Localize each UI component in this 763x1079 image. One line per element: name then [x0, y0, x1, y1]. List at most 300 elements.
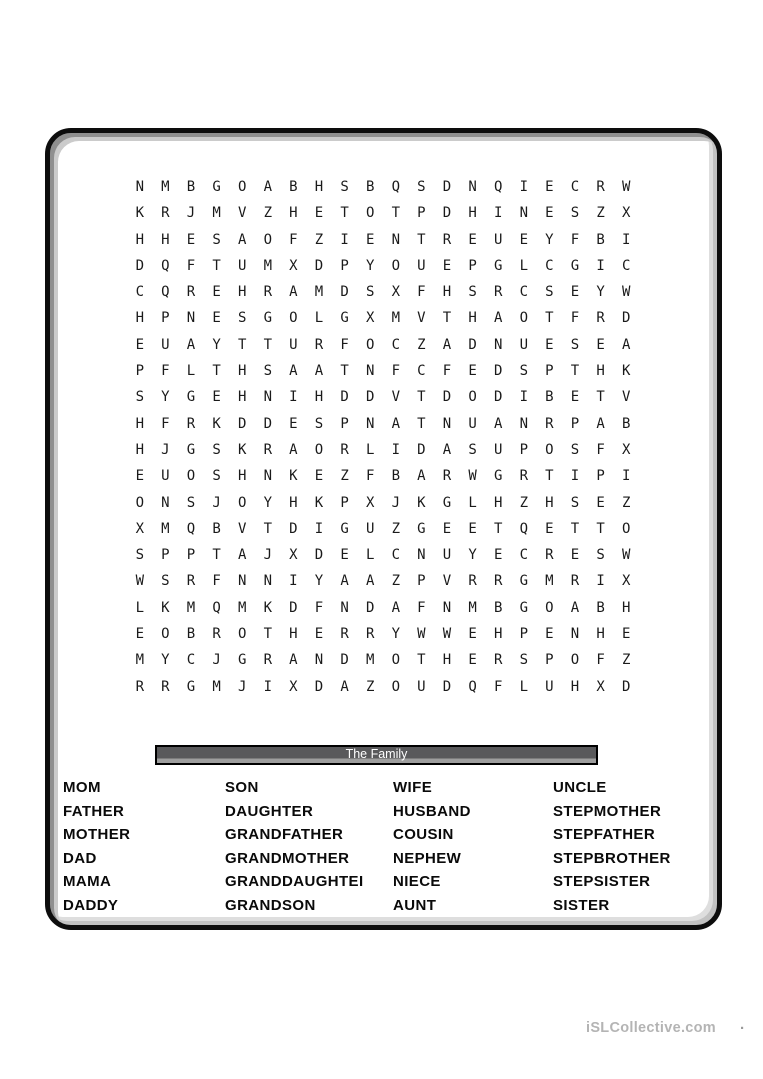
grid-letter: R: [468, 573, 477, 590]
grid-letter: O: [391, 257, 401, 274]
grid-letter: O: [365, 205, 375, 222]
grid-letter: D: [340, 389, 349, 406]
grid-letter: J: [161, 441, 170, 458]
grid-letter: A: [340, 573, 349, 590]
grid-letter: O: [237, 179, 247, 195]
grid-letter: I: [570, 468, 580, 485]
grid-letter: H: [596, 363, 605, 380]
grid-letter: M: [545, 573, 554, 590]
grid-letter: X: [289, 678, 298, 695]
grid-letter: X: [621, 573, 631, 590]
grid-letter: B: [493, 599, 503, 616]
grid-letter: K: [212, 415, 221, 432]
grid-letter: E: [314, 468, 324, 485]
grid-letter: R: [442, 231, 452, 248]
grid-letter: S: [468, 441, 477, 458]
grid-letter: L: [186, 363, 196, 380]
grid-letter: T: [263, 626, 273, 643]
grid-letter: L: [365, 547, 375, 564]
grid-letter: X: [391, 284, 401, 301]
grid-letter: H: [442, 284, 452, 301]
grid-letter: E: [545, 336, 554, 353]
grid-letter: S: [596, 547, 605, 564]
grid-letter: T: [212, 363, 221, 380]
grid-letter: G: [186, 441, 196, 458]
grid-letter: Q: [493, 179, 503, 195]
word-list-column-4: [553, 776, 718, 917]
grid-letter: T: [391, 205, 401, 222]
grid-letter: M: [391, 310, 401, 327]
grid-letter: D: [417, 441, 426, 458]
grid-letter: E: [212, 389, 221, 406]
grid-letter: T: [212, 257, 221, 274]
grid-letter: E: [468, 652, 477, 669]
grid-letter: Y: [263, 494, 273, 511]
grid-letter: L: [519, 678, 529, 695]
grid-letter: K: [621, 363, 631, 380]
grid-letter: F: [314, 599, 324, 616]
grid-letter: T: [545, 310, 554, 327]
grid-letter: E: [365, 231, 375, 248]
grid-letter: L: [135, 599, 145, 616]
grid-letter: O: [186, 468, 196, 485]
grid-letter: F: [365, 468, 375, 485]
grid-letter: Y: [212, 336, 221, 353]
grid-letter: H: [468, 310, 477, 327]
grid-letter: C: [135, 284, 145, 301]
word-item: AUNT: [393, 896, 437, 914]
grid-letter: G: [237, 652, 247, 669]
word-item: SISTER: [553, 896, 610, 914]
grid-letter: I: [596, 573, 605, 590]
grid-letter: F: [596, 652, 605, 669]
grid-letter: M: [212, 678, 221, 695]
grid-letter: Y: [161, 652, 170, 669]
grid-letter: D: [314, 678, 324, 695]
word-item: SON: [225, 779, 259, 796]
grid-letter: U: [545, 678, 554, 695]
grid-letter: E: [545, 205, 554, 222]
grid-letter: F: [570, 231, 580, 248]
grid-letter: B: [186, 626, 196, 643]
grid-letter: H: [237, 284, 247, 301]
grid-letter: O: [314, 441, 324, 458]
grid-letter: A: [570, 599, 580, 616]
grid-letter: X: [289, 257, 298, 274]
grid-letter: T: [417, 652, 426, 669]
grid-letter: F: [186, 257, 196, 274]
grid-letter: R: [161, 678, 170, 695]
grid-letter: X: [596, 678, 605, 695]
grid-letter: H: [596, 626, 605, 643]
grid-letter: N: [135, 179, 145, 195]
word-item: STEPSISTER: [553, 873, 651, 890]
grid-letter: L: [519, 257, 529, 274]
word-item: FATHER: [63, 802, 125, 820]
grid-letter: S: [161, 573, 170, 590]
grid-letter: G: [340, 520, 349, 537]
grid-letter: J: [212, 652, 221, 669]
grid-letter: G: [519, 573, 529, 590]
grid-letter: M: [161, 520, 170, 537]
grid-letter: U: [289, 336, 298, 353]
grid-letter: R: [493, 573, 503, 590]
grid-letter: X: [289, 547, 298, 564]
grid-letter: T: [340, 205, 349, 222]
grid-letter: Z: [365, 678, 375, 695]
grid-letter: K: [237, 441, 247, 458]
grid-letter: N: [161, 494, 170, 511]
grid-letter: W: [417, 626, 426, 643]
grid-letter: N: [263, 573, 273, 590]
word-item: STEPBROTHER: [553, 849, 671, 867]
grid-letter: H: [468, 205, 477, 222]
grid-letter: D: [314, 257, 324, 274]
grid-letter: M: [186, 599, 196, 616]
grid-letter: O: [570, 652, 580, 669]
word-item: UNCLE: [553, 779, 607, 796]
grid-letter: A: [493, 415, 503, 432]
grid-letter: O: [135, 494, 145, 511]
grid-letter: U: [417, 678, 426, 695]
grid-letter: P: [570, 415, 580, 432]
grid-letter: N: [570, 626, 580, 643]
grid-letter: Q: [186, 520, 196, 537]
grid-letter: A: [442, 441, 452, 458]
grid-letter: C: [545, 257, 554, 274]
grid-letter: K: [263, 599, 273, 616]
grid-letter: G: [417, 520, 426, 537]
grid-letter: N: [186, 310, 196, 327]
grid-letter: D: [289, 599, 298, 616]
grid-letter: U: [161, 336, 170, 353]
grid-letter: R: [186, 415, 196, 432]
grid-letter: U: [493, 231, 503, 248]
grid-letter: P: [417, 573, 426, 590]
grid-letter: E: [340, 547, 349, 564]
grid-letter: E: [289, 415, 298, 432]
grid-letter: A: [263, 179, 273, 195]
grid-letter: P: [340, 415, 349, 432]
grid-letter: F: [391, 363, 401, 380]
grid-letter: B: [545, 389, 554, 406]
grid-letter: A: [391, 599, 401, 616]
grid-letter: E: [596, 494, 605, 511]
grid-letter: O: [237, 494, 247, 511]
grid-letter: A: [186, 336, 196, 353]
grid-letter: Z: [391, 520, 401, 537]
grid-letter: O: [289, 310, 298, 327]
grid-letter: L: [365, 441, 375, 458]
grid-letter: L: [314, 310, 324, 327]
word-item: GRANDFATHER: [225, 826, 344, 843]
grid-letter: W: [621, 179, 631, 195]
grid-letter: D: [442, 205, 452, 222]
word-item: MAMA: [63, 873, 112, 890]
grid-letter: F: [493, 678, 503, 695]
grid-letter: N: [314, 652, 324, 669]
grid-letter: K: [417, 494, 426, 511]
grid-letter: M: [135, 652, 145, 669]
grid-letter: D: [621, 678, 631, 695]
grid-letter: A: [417, 468, 426, 485]
grid-letter: S: [186, 494, 196, 511]
grid-letter: Y: [365, 257, 375, 274]
grid-letter: G: [493, 468, 503, 485]
word-item: MOTHER: [63, 826, 131, 843]
grid-letter: N: [493, 336, 503, 353]
grid-letter: F: [596, 441, 605, 458]
grid-letter: R: [545, 415, 554, 432]
grid-letter: N: [365, 363, 375, 380]
grid-letter: R: [263, 284, 273, 301]
grid-letter: P: [340, 494, 349, 511]
grid-letter: F: [161, 415, 170, 432]
grid-letter: H: [621, 599, 631, 616]
grid-letter: Y: [391, 626, 401, 643]
grid-letter: J: [391, 494, 401, 511]
grid-letter: J: [237, 678, 247, 695]
grid-letter: B: [289, 179, 298, 195]
grid-letter: D: [237, 415, 247, 432]
word-item: NEPHEW: [393, 849, 462, 867]
grid-letter: G: [186, 678, 196, 695]
grid-letter: I: [289, 389, 298, 406]
grid-letter: U: [417, 257, 426, 274]
grid-letter: H: [135, 310, 145, 327]
grid-letter: D: [340, 284, 349, 301]
grid-letter: U: [519, 336, 529, 353]
grid-letter: R: [212, 626, 221, 643]
grid-letter: S: [314, 415, 324, 432]
grid-letter: I: [519, 389, 529, 406]
grid-letter: Z: [263, 205, 273, 222]
grid-letter: S: [570, 441, 580, 458]
grid-letter: R: [570, 573, 580, 590]
grid-letter: Z: [314, 231, 324, 248]
grid-letter: T: [263, 520, 273, 537]
word-list-column-3: [393, 776, 553, 917]
grid-letter: A: [493, 310, 503, 327]
grid-letter: O: [621, 520, 631, 537]
grid-letter: H: [442, 652, 452, 669]
grid-letter: I: [493, 205, 503, 222]
grid-letter: I: [621, 468, 631, 485]
grid-letter: S: [519, 652, 529, 669]
puzzle-title-bar: [155, 745, 598, 765]
grid-letter: C: [417, 363, 426, 380]
grid-letter: A: [391, 415, 401, 432]
grid-letter: F: [340, 336, 349, 353]
grid-letter: Q: [519, 520, 529, 537]
grid-letter: B: [621, 415, 631, 432]
grid-letter: Y: [468, 547, 477, 564]
grid-letter: E: [545, 179, 554, 195]
grid-letter: R: [340, 441, 349, 458]
grid-letter: E: [186, 231, 196, 248]
grid-letter: S: [545, 284, 554, 301]
grid-letter: A: [289, 441, 298, 458]
grid-letter: W: [621, 547, 631, 564]
grid-letter: N: [340, 599, 349, 616]
grid-letter: H: [135, 415, 145, 432]
grid-letter: M: [237, 599, 247, 616]
grid-letter: X: [135, 520, 145, 537]
grid-letter: C: [519, 547, 529, 564]
grid-letter: S: [365, 284, 375, 301]
grid-letter: N: [391, 231, 401, 248]
grid-letter: M: [365, 652, 375, 669]
grid-letter: U: [365, 520, 375, 537]
grid-letter: V: [237, 520, 247, 537]
grid-letter: T: [417, 231, 426, 248]
grid-letter: E: [314, 626, 324, 643]
grid-letter: H: [289, 205, 298, 222]
grid-letter: H: [237, 389, 247, 406]
grid-letter: R: [186, 573, 196, 590]
grid-letter: A: [365, 573, 375, 590]
grid-letter: U: [237, 257, 247, 274]
grid-letter: I: [289, 573, 298, 590]
grid-letter: N: [519, 415, 529, 432]
grid-letter: A: [289, 284, 298, 301]
grid-letter: S: [212, 468, 221, 485]
word-item: STEPMOTHER: [553, 802, 662, 820]
grid-letter: W: [135, 573, 145, 590]
word-item: GRANDSON: [225, 896, 316, 914]
grid-letter: O: [391, 652, 401, 669]
grid-letter: H: [135, 231, 145, 248]
grid-letter: D: [493, 363, 503, 380]
grid-letter: N: [237, 573, 247, 590]
grid-letter: E: [212, 310, 221, 327]
grid-letter: I: [519, 179, 529, 195]
grid-letter: U: [161, 468, 170, 485]
grid-letter: T: [545, 468, 554, 485]
grid-letter: S: [135, 389, 145, 406]
grid-letter: Q: [391, 179, 401, 195]
grid-letter: R: [314, 336, 324, 353]
grid-letter: Y: [161, 389, 170, 406]
grid-letter: K: [314, 494, 324, 511]
grid-letter: A: [596, 415, 605, 432]
grid-letter: E: [570, 284, 580, 301]
grid-letter: O: [468, 389, 477, 406]
grid-letter: S: [519, 363, 529, 380]
grid-letter: D: [493, 389, 503, 406]
grid-letter: S: [237, 310, 247, 327]
grid-letter: T: [237, 336, 247, 353]
grid-letter: W: [468, 468, 477, 485]
grid-letter: U: [442, 547, 452, 564]
grid-letter: H: [545, 494, 554, 511]
grid-letter: H: [237, 363, 247, 380]
grid-letter: B: [212, 520, 221, 537]
grid-letter: P: [545, 363, 554, 380]
grid-letter: F: [442, 363, 452, 380]
grid-letter: S: [570, 336, 580, 353]
grid-letter: E: [135, 336, 145, 353]
grid-letter: Z: [596, 205, 605, 222]
grid-letter: Q: [161, 257, 170, 274]
grid-letter: R: [493, 652, 503, 669]
grid-letter: T: [570, 520, 580, 537]
grid-letter: M: [212, 205, 221, 222]
grid-letter: O: [391, 678, 401, 695]
grid-letter: Y: [596, 284, 605, 301]
grid-letter: Z: [391, 573, 401, 590]
grid-letter: P: [545, 652, 554, 669]
grid-letter: S: [263, 363, 273, 380]
grid-letter: R: [161, 205, 170, 222]
grid-letter: M: [314, 284, 324, 301]
grid-letter: E: [468, 626, 477, 643]
grid-letter: H: [237, 468, 247, 485]
grid-letter: D: [135, 257, 145, 274]
grid-letter: G: [442, 494, 452, 511]
grid-letter: E: [621, 626, 631, 643]
letter-grid: [127, 174, 639, 700]
grid-letter: H: [135, 441, 145, 458]
grid-letter: R: [365, 626, 375, 643]
grid-letter: H: [570, 678, 580, 695]
grid-letter: K: [135, 205, 145, 222]
grid-letter: T: [340, 363, 349, 380]
grid-letter: T: [263, 336, 273, 353]
grid-letter: E: [442, 257, 452, 274]
grid-letter: C: [391, 547, 401, 564]
grid-letter: S: [468, 284, 477, 301]
grid-letter: R: [596, 179, 605, 195]
grid-letter: R: [442, 468, 452, 485]
grid-letter: N: [263, 468, 273, 485]
grid-letter: E: [442, 520, 452, 537]
grid-letter: N: [263, 389, 273, 406]
grid-letter: U: [493, 441, 503, 458]
puzzle-title: The Family: [345, 747, 408, 761]
grid-letter: B: [186, 179, 196, 195]
grid-letter: A: [289, 363, 298, 380]
grid-letter: G: [263, 310, 273, 327]
grid-letter: O: [365, 336, 375, 353]
word-item: MOM: [63, 779, 101, 796]
grid-letter: T: [212, 547, 221, 564]
grid-letter: R: [545, 547, 554, 564]
grid-letter: A: [340, 678, 349, 695]
grid-letter: I: [621, 231, 631, 248]
grid-letter: D: [365, 599, 375, 616]
grid-letter: G: [493, 257, 503, 274]
grid-letter: H: [161, 231, 170, 248]
grid-letter: D: [289, 520, 298, 537]
grid-letter: E: [468, 231, 477, 248]
grid-letter: P: [340, 257, 349, 274]
grid-letter: E: [135, 468, 145, 485]
grid-letter: H: [289, 626, 298, 643]
grid-letter: V: [621, 389, 631, 406]
grid-letter: W: [442, 626, 452, 643]
grid-letter: R: [493, 284, 503, 301]
corner-mark: .: [740, 1016, 745, 1033]
grid-letter: Z: [340, 468, 349, 485]
grid-letter: R: [596, 310, 605, 327]
grid-letter: R: [263, 652, 273, 669]
grid-letter: G: [340, 310, 349, 327]
grid-letter: R: [519, 468, 529, 485]
grid-letter: O: [161, 626, 170, 643]
grid-letter: D: [468, 336, 477, 353]
grid-letter: S: [417, 179, 426, 195]
